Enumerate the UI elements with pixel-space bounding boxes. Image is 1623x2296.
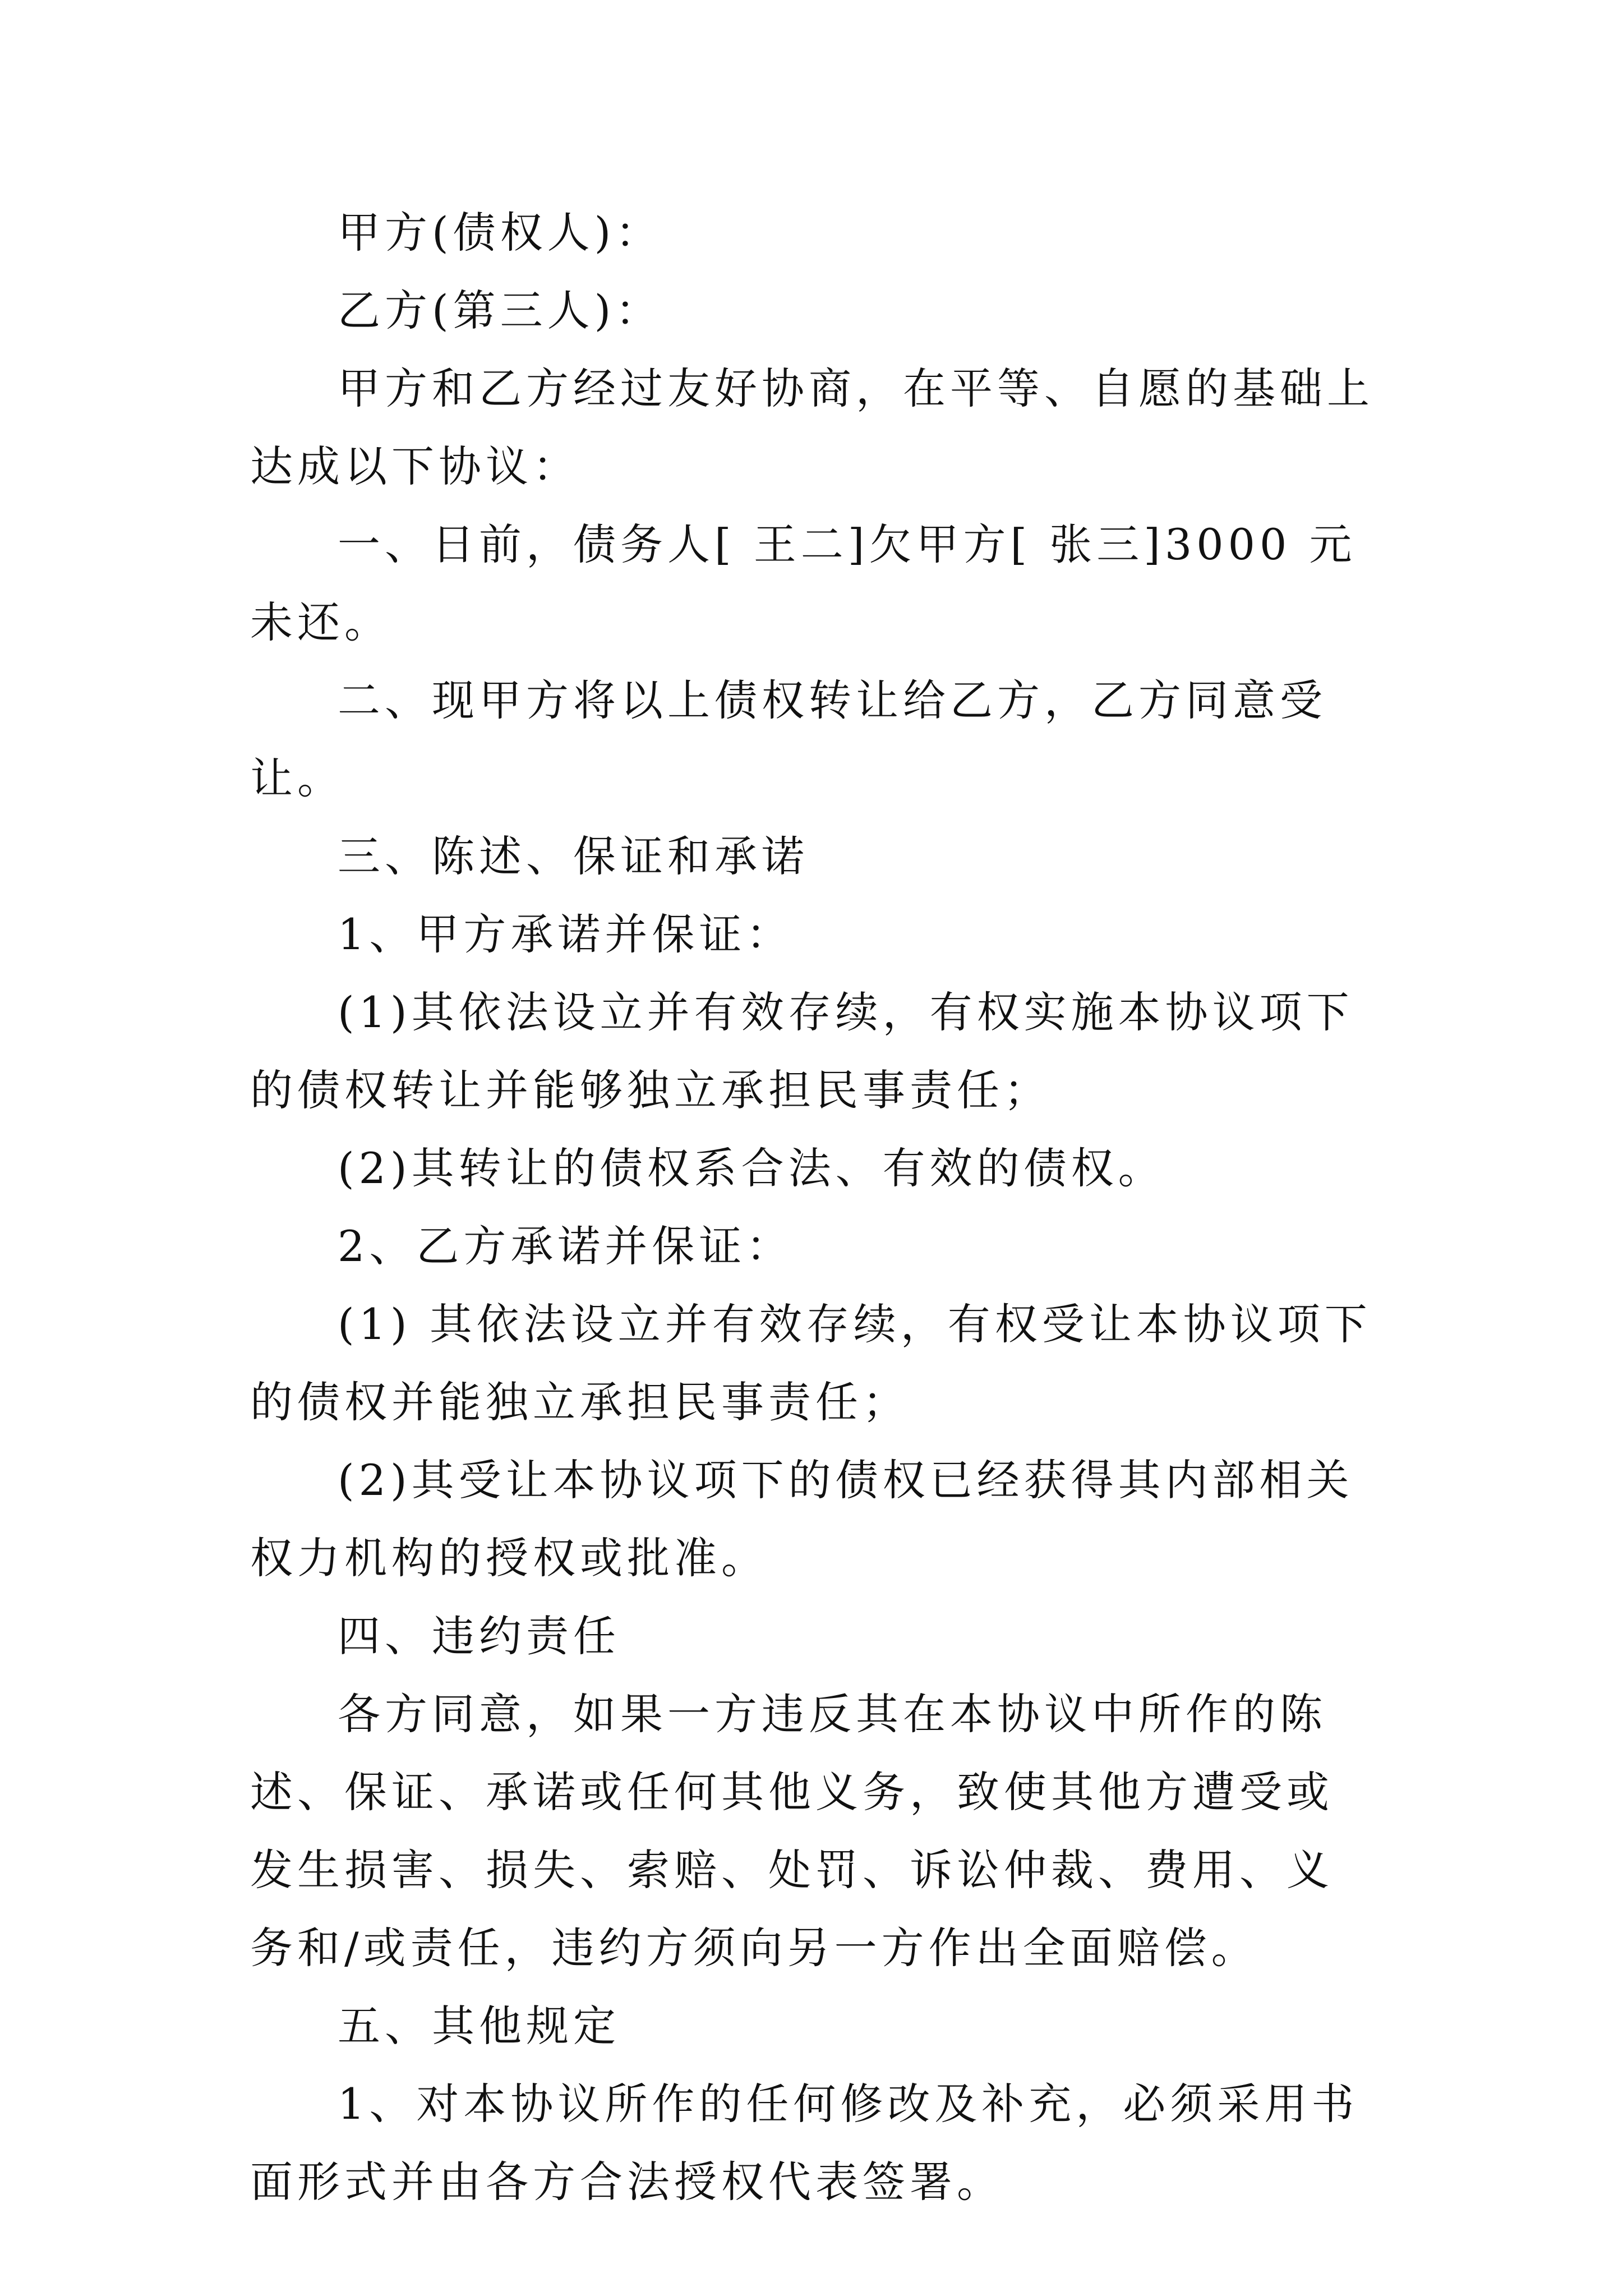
- clause-3-2-item-1: (1) 其依法设立并有效存续，有权受让本协议项下的债权并能独立承担民事责任；: [250, 1299, 1372, 1427]
- clause-4-heading: 四、违约责任: [338, 1611, 620, 1661]
- clause-3-2-item-2: (2)其受让本协议项下的债权已经获得其内部相关权力机构的授权或批准。: [250, 1455, 1354, 1583]
- clause-3-1-item-1: (1)其依法设立并有效存续，有权实施本协议项下的债权转让并能够独立承担民事责任；: [250, 987, 1354, 1115]
- creditor-party-line: 甲方(债权人)：: [338, 208, 663, 257]
- clause-3-heading: 三、陈述、保证和承诺: [338, 831, 809, 881]
- clause-3-1-item-2: (2)其转让的债权系合法、有效的债权。: [338, 1143, 1165, 1193]
- third-party-line: 乙方(第三人)：: [338, 286, 663, 335]
- clause-5-heading: 五、其他规定: [338, 2001, 620, 2051]
- clause-1-debt-statement: 一、日前，债务人[ 王二]欠甲方[ 张三]3000 元未还。: [250, 519, 1357, 647]
- clause-3-2-heading: 2、乙方承诺并保证：: [338, 1221, 794, 1271]
- clause-5-item-1: 1、对本协议所作的任何修改及补充，必须采用书面形式并由各方合法授权代表签署。: [250, 2079, 1359, 2207]
- agreement-intro-paragraph: 甲方和乙方经过友好协商，在平等、自愿的基础上达成以下协议：: [250, 364, 1374, 491]
- clause-4-body: 各方同意，如果一方违反其在本协议中所作的陈述、保证、承诺或任何其他义务，致使其他方遭受或发生损害、损失、索赔、处罚、诉讼仲裁、费用、义务和/或责任，违约方须向另一方作出全面赔偿。: [250, 1689, 1334, 1973]
- clause-3-1-heading: 1、甲方承诺并保证：: [338, 909, 794, 959]
- document-body: [250, 194, 1377, 2221]
- clause-2-transfer: 二、现甲方将以上债权转让给乙方，乙方同意受让。: [250, 675, 1327, 803]
